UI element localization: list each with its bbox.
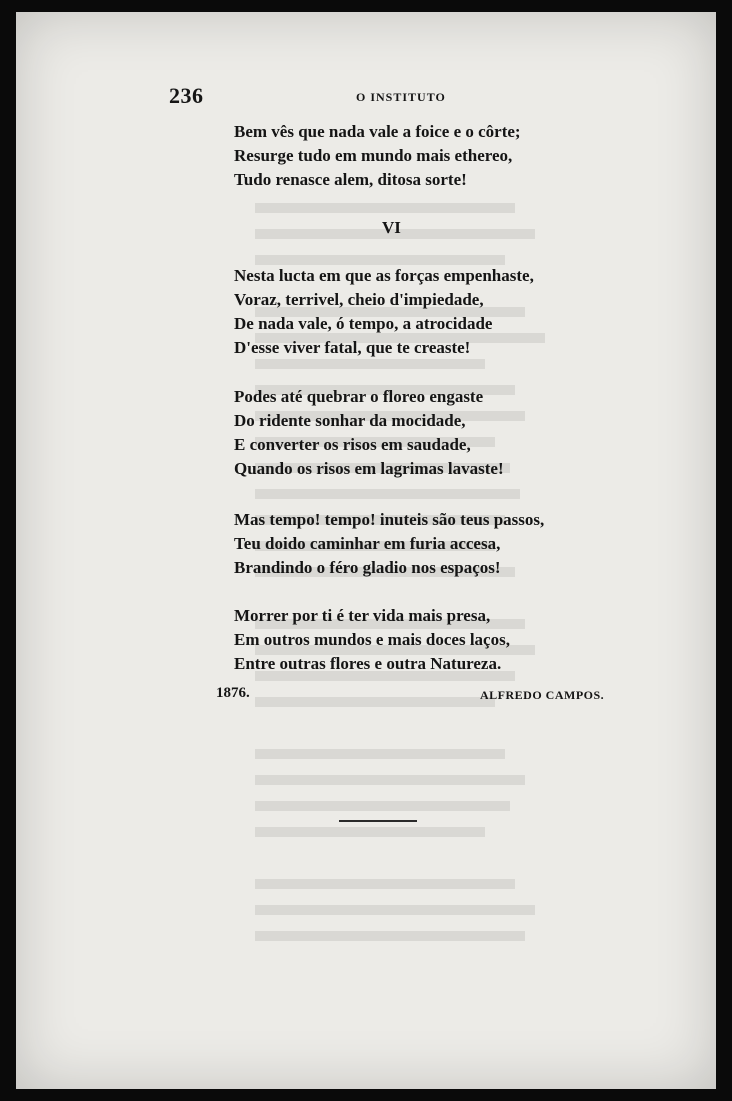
poem-line: E converter os risos em saudade, <box>234 435 471 454</box>
poem-line: Nesta lucta em que as forças empenhaste, <box>234 266 534 285</box>
poem-line: Mas tempo! tempo! inuteis são teus passos, <box>234 510 545 529</box>
poem-line: Resurge tudo em mundo mais ethereo, <box>234 146 513 165</box>
poem-line: Podes até quebrar o floreo engaste <box>234 387 484 406</box>
section-divider <box>339 820 417 822</box>
page-number: 236 <box>169 83 204 108</box>
poem-line: Do ridente sonhar da mocidade, <box>234 411 466 430</box>
poem-line: Bem vês que nada vale a foice e o côrte; <box>234 122 521 141</box>
poem-line: Quando os risos em lagrimas lavaste! <box>234 459 504 478</box>
poem-year: 1876. <box>216 685 250 701</box>
stanza-2 <box>234 264 534 360</box>
stanza-5 <box>234 604 510 676</box>
stanza-4 <box>234 508 544 580</box>
poem-author: ALFREDO CAMPOS. <box>480 688 605 702</box>
poem-line: Entre outras flores e outra Natureza. <box>234 654 502 673</box>
poem-line: Morrer por ti é ter vida mais presa, <box>234 606 491 625</box>
poem-line: De nada vale, ó tempo, a atrocidade <box>234 314 493 333</box>
poem-line: Teu doido caminhar em furia accesa, <box>234 534 501 553</box>
section-title: VI <box>382 218 401 237</box>
poem-line: Voraz, terrivel, cheio d'impiedade, <box>234 290 484 309</box>
poem-line: D'esse viver fatal, que te creaste! <box>234 338 471 357</box>
poem-line: Tudo renasce alem, ditosa sorte! <box>234 170 467 189</box>
stanza-3 <box>234 385 504 481</box>
stanza-1 <box>234 120 521 192</box>
running-title: O INSTITUTO <box>356 90 446 104</box>
poem-line: Brandindo o féro gladio nos espaços! <box>234 558 501 577</box>
poem-line: Em outros mundos e mais doces laços, <box>234 630 510 649</box>
